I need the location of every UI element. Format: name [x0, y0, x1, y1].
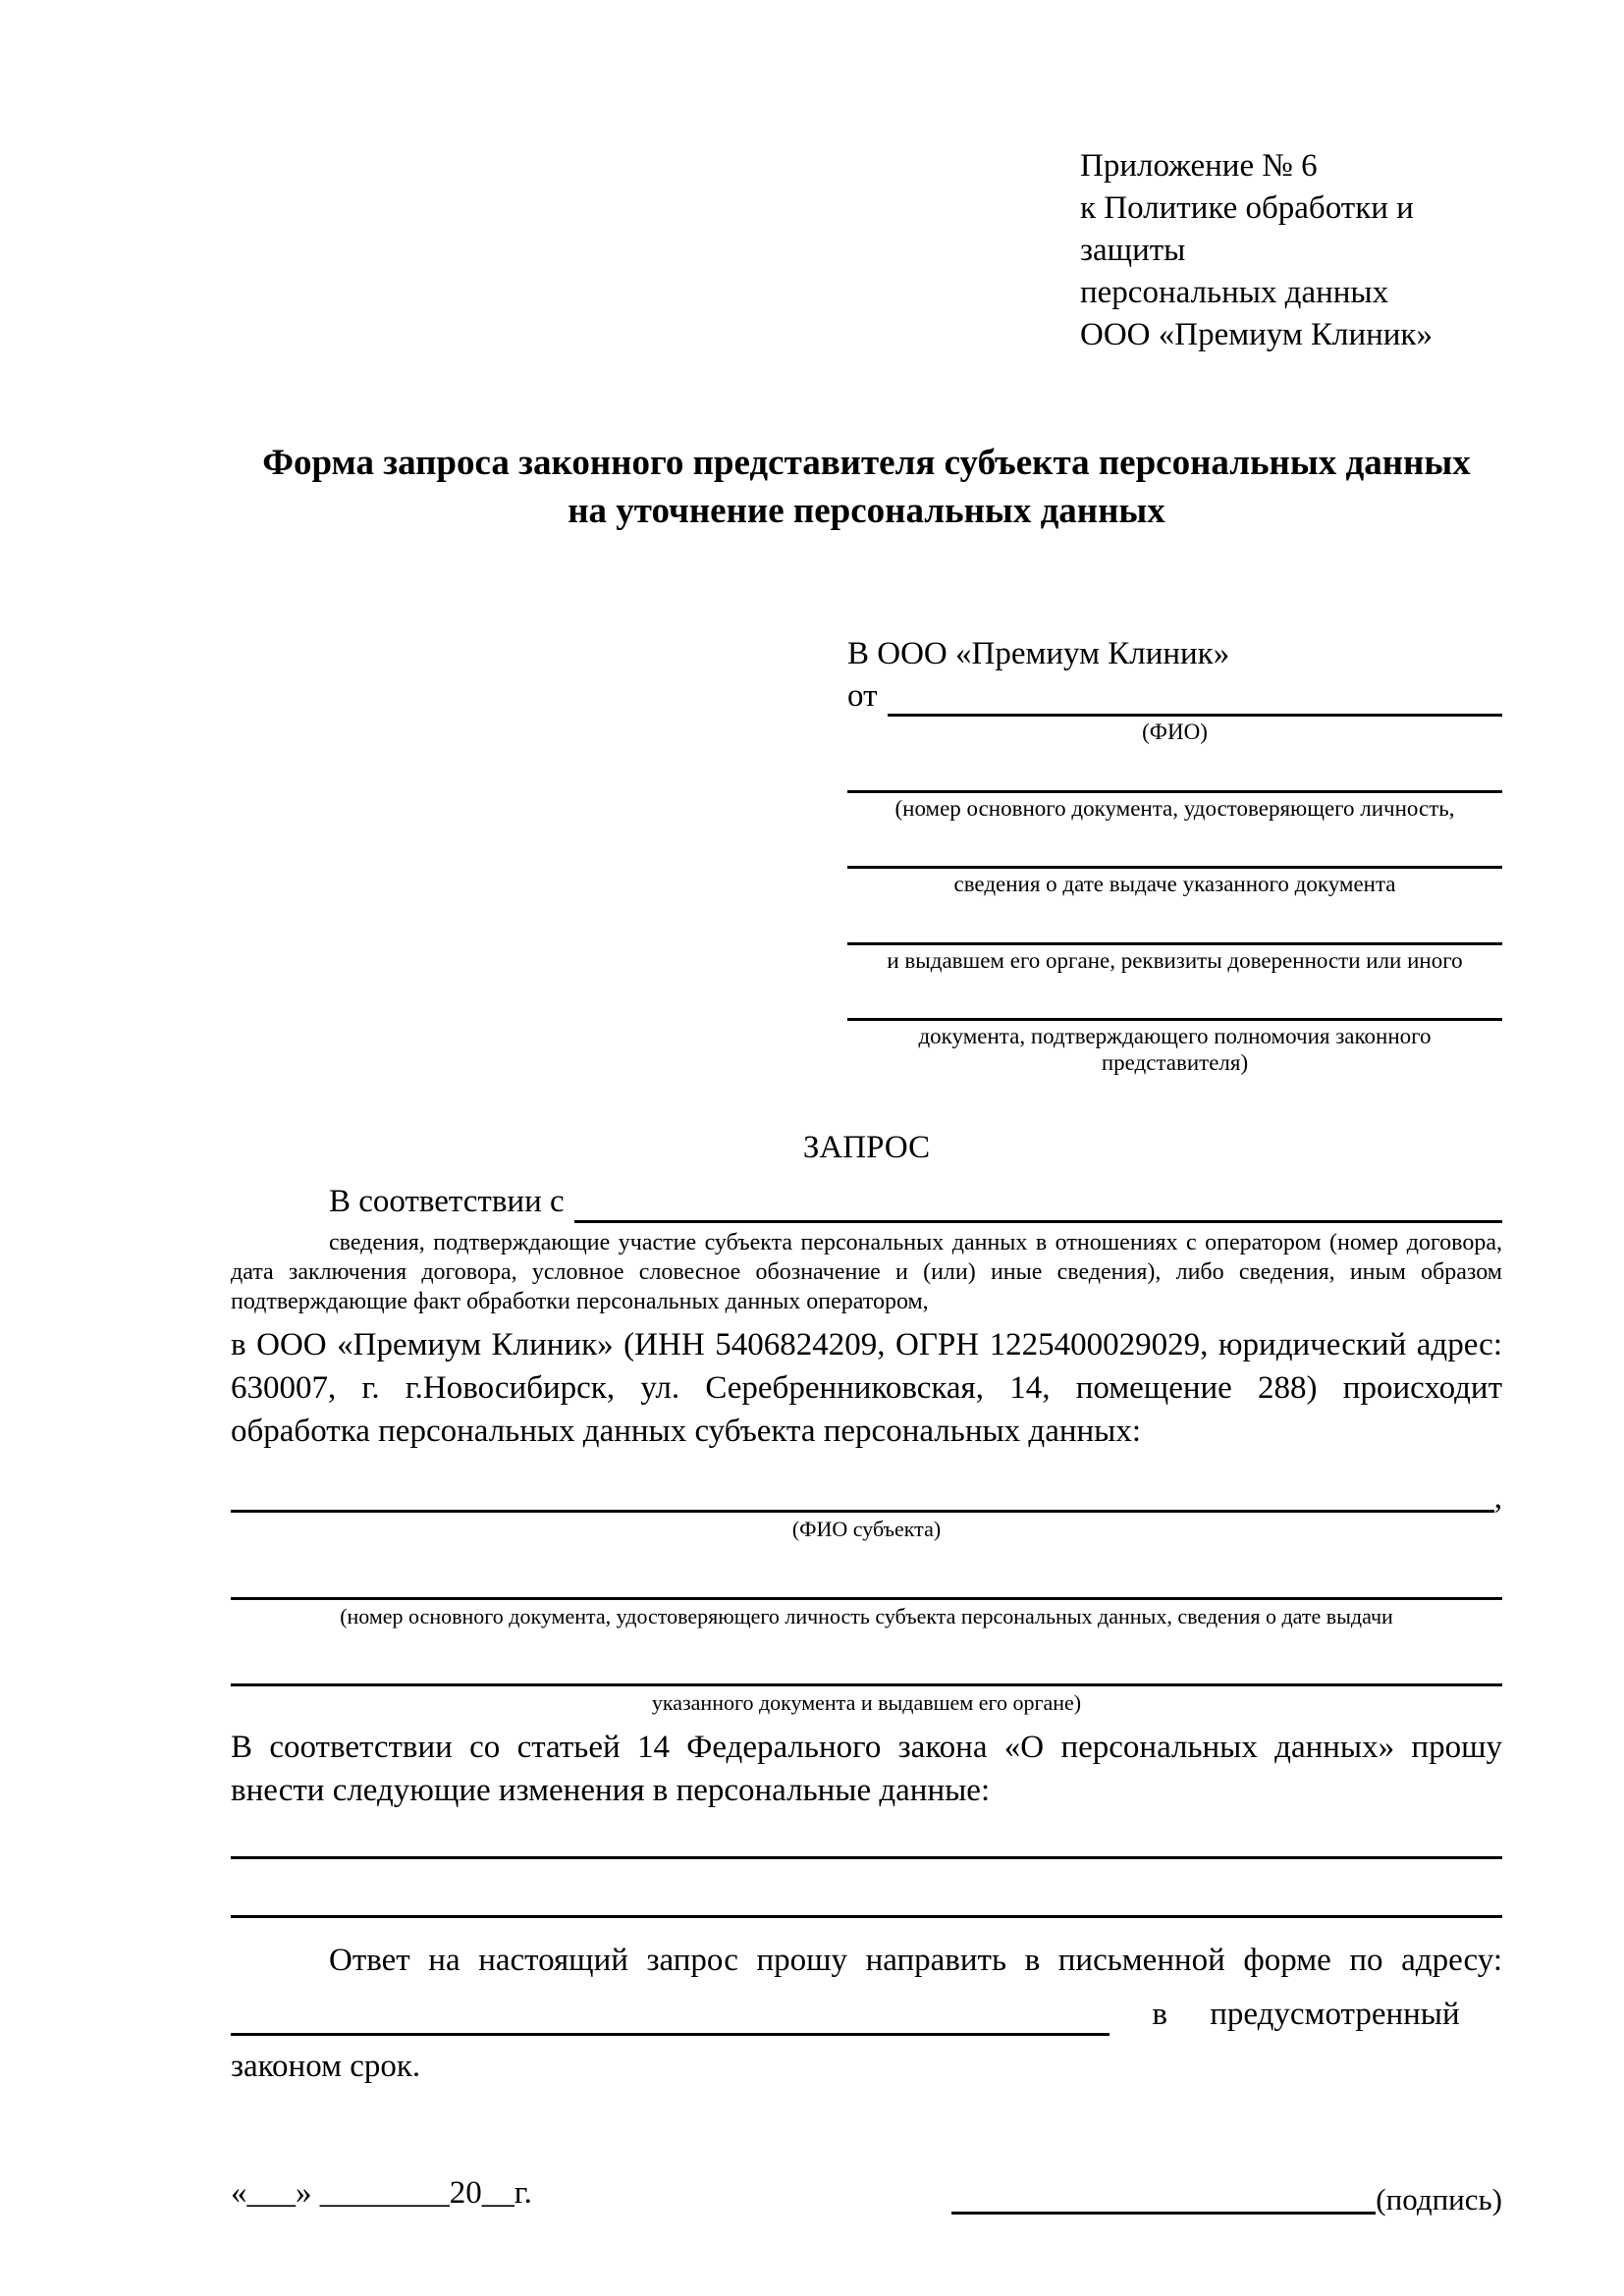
blank-line — [231, 1572, 1502, 1600]
address-blank-line — [231, 2003, 1110, 2036]
page-title — [231, 440, 1502, 534]
blank-line — [847, 990, 1502, 1021]
law-paragraph: В соответствии со статьей 14 Федерального закона «О персональных данных» прошу внести следующие изменения в персональные данные: — [231, 1730, 1502, 1809]
addressee-organization: В ООО «Премиум Клиник» — [847, 635, 1230, 671]
date-blank: «___» ________20__г. — [231, 2174, 532, 2211]
blank-line-caption: (номер основного документа, удостоверяющего личность, — [894, 795, 1455, 821]
subject-fio-row — [231, 1479, 1502, 1516]
from-label: от — [847, 677, 878, 714]
blank-line-caption: (номер основного документа, удостоверяющего личность субъекта персональных данных, сведения о дате выдачи — [340, 1603, 1393, 1629]
page-title-line-1: Форма запроса законного представителя субъекта персональных данных — [262, 443, 1471, 484]
representative-doc-row — [847, 838, 1502, 897]
answer-tail-word: предусмотренный — [1210, 1996, 1460, 2032]
trailing-comma: , — [1493, 1479, 1502, 1516]
fio-caption: (ФИО) — [1142, 720, 1208, 745]
signature-block — [951, 2182, 1502, 2215]
answer-paragraph-line-2 — [231, 1994, 1502, 2036]
subject-doc-row — [231, 1572, 1502, 1629]
request-heading: ЗАПРОС — [802, 1130, 931, 1166]
blank-line — [847, 915, 1502, 945]
blank-line — [231, 1658, 1502, 1686]
answer-tail-word: в — [1152, 1996, 1167, 2032]
signature-blank-line — [951, 2182, 1376, 2215]
subject-doc-row — [231, 1658, 1502, 1715]
date-signature-row — [231, 2172, 1502, 2215]
accordance-label: В соответствии с — [329, 1183, 565, 1219]
annex-block — [1080, 145, 1502, 355]
representative-doc-row — [847, 915, 1502, 974]
signature-caption: (подпись) — [1376, 2181, 1502, 2216]
accordance-row — [231, 1181, 1502, 1223]
page-title-line-2: на уточнение персональных данных — [568, 490, 1165, 531]
accordance-blank-line — [574, 1187, 1502, 1223]
annex-line: Приложение № 6 — [1080, 148, 1318, 184]
fio-blank-line — [888, 680, 1503, 717]
operator-paragraph: в ООО «Премиум Клиник» (ИНН 5406824209, ОГРН 1225400029029, юридический адрес: 630007, г. г.Новосибирск, ул. Серебренниковская, 14, помещение 288) происходит обработка персональных данных субъекта персональных данных: — [231, 1326, 1502, 1449]
blank-line-caption: документа, подтверждающего полномочия законного представителя) — [918, 1024, 1432, 1075]
from-row — [847, 675, 1502, 718]
blank-line-caption: сведения о дате выдаче указанного документа — [953, 872, 1396, 897]
blank-line — [847, 838, 1502, 869]
answer-paragraph-line-3: законом срок. — [231, 2048, 421, 2084]
blank-line — [847, 763, 1502, 793]
changes-blank-line — [231, 1915, 1502, 1918]
subject-fio-blank-line — [231, 1480, 1494, 1513]
representative-doc-row — [847, 763, 1502, 822]
representative-doc-row — [847, 990, 1502, 1076]
answer-paragraph-line-1: Ответ на настоящий запрос прошу направить в письменной форме по адресу: — [329, 1943, 1502, 1979]
blank-line-caption: указанного документа и выдавшем его органе) — [651, 1690, 1082, 1716]
changes-blank-line — [231, 1856, 1502, 1859]
answer-paragraph-tail — [1110, 1994, 1502, 2036]
addressee-block — [847, 633, 1502, 1076]
blank-line-caption: и выдавшем его органе, реквизиты доверенности или иного — [887, 947, 1463, 973]
annex-line: персональных данных — [1080, 274, 1389, 310]
annex-line: ООО «Премиум Клиник» — [1080, 316, 1433, 352]
accordance-footnote: сведения, подтверждающие участие субъекта персональных данных в отношениях с оператором (номер договора, дата заключения договора, условное словесное обозначение и (или) иные сведения), либо сведения, иным образом подтверждающие факт обработки персональных данных оператором, — [231, 1229, 1502, 1314]
annex-line: к Политике обработки и защиты — [1080, 189, 1414, 268]
subject-fio-caption: (ФИО субъекта) — [791, 1517, 942, 1542]
page-content — [231, 145, 1502, 2215]
